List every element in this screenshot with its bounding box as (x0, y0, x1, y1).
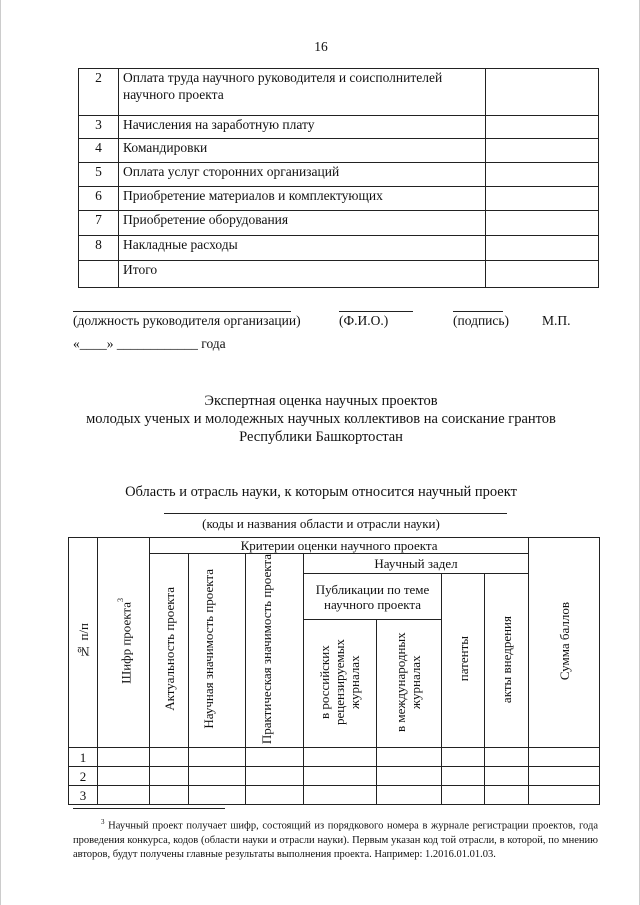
score-cell (150, 748, 189, 767)
row-item: Оплата услуг сторонних организаций (119, 163, 486, 187)
title-line-1: Экспертная оценка научных проектов (204, 393, 438, 409)
row-item: Итого (119, 261, 486, 288)
budget-row (79, 163, 599, 187)
score-cell (189, 767, 246, 786)
row-item: Накладные расходы (119, 236, 486, 261)
row-amount (486, 139, 599, 163)
score-cell (304, 748, 377, 767)
date-line: «____» ____________ года (73, 336, 226, 351)
backlog-header: Научный задел (304, 554, 529, 574)
col-acts-header: акты внедрения (499, 615, 515, 703)
score-cell (304, 786, 377, 805)
title-line-2: молодых ученых и молодежных научных коллективов на соискание грантов (86, 411, 556, 427)
score-cell (246, 748, 304, 767)
title-line-3: Республики Башкортостан (239, 429, 403, 445)
score-cell (485, 767, 529, 786)
row-item: Приобретение оборудования (119, 211, 486, 236)
row-number (79, 261, 119, 288)
criteria-header: Критерии оценки научного проекта (150, 538, 529, 554)
score-cell (150, 767, 189, 786)
field-caption: (коды и названия области и отрасли науки) (202, 516, 440, 531)
name-caption: (Ф.И.О.) (339, 313, 389, 328)
row-item: Приобретение материалов и комплектующих (119, 187, 486, 211)
footnote: $^3$ Научный проект получает шифр, состоящий из порядкового номера в журнале регистрации проектов, года проведения конкурса, кодов (области науки и отрасли науки). Первым указан код той отрасли, в которой, по мнению авторов, будут получены главные результаты выполнения проекта. Например: 1.2016.01.01.03. (73, 818, 598, 860)
position-caption: (должность руководителя организации) (73, 313, 301, 328)
score-cell (246, 767, 304, 786)
col-total-header: Сумма баллов (556, 601, 572, 681)
row-amount (486, 261, 599, 288)
col-num-header: № п/п (75, 623, 91, 659)
budget-table (78, 68, 599, 288)
row-amount (486, 187, 599, 211)
budget-row (79, 211, 599, 236)
score-cell (150, 786, 189, 805)
col-code-header: Шифр проекта$^3$ (116, 598, 134, 684)
col-relevance-header: Актуальность проекта (161, 587, 177, 711)
row-item: Начисления на заработную плату (119, 116, 486, 139)
budget-row (79, 187, 599, 211)
col-international-header: в международных журналах (393, 632, 423, 732)
score-cell (442, 748, 485, 767)
col-practical-header: Практическая значимость проекта (258, 554, 274, 745)
row-amount (486, 211, 599, 236)
score-cell (529, 786, 600, 805)
row-item: Оплата труда научного руководителя и соисполнителей научного проекта (119, 69, 486, 116)
field-label: Область и отрасль науки, к которым относится научный проект (125, 484, 517, 500)
evaluation-row (69, 786, 600, 805)
score-cell (377, 786, 442, 805)
evaluation-row (69, 767, 600, 786)
col-patents-header: патенты (455, 636, 471, 682)
row-number: 4 (79, 139, 119, 163)
stamp-caption: М.П. (542, 313, 571, 328)
score-cell (377, 767, 442, 786)
score-cell (485, 748, 529, 767)
score-cell (442, 786, 485, 805)
row-number: 2 (79, 69, 119, 116)
score-cell (304, 767, 377, 786)
score-cell (98, 748, 150, 767)
budget-row (79, 139, 599, 163)
score-cell (485, 786, 529, 805)
score-cell (189, 786, 246, 805)
row-amount (486, 116, 599, 139)
row-number: 3 (69, 786, 98, 805)
budget-row (79, 69, 599, 116)
budget-row (79, 236, 599, 261)
evaluation-table (68, 537, 600, 805)
row-number: 1 (69, 748, 98, 767)
row-number: 2 (69, 767, 98, 786)
col-scientific-header: Научная значимость проекта (201, 569, 216, 729)
row-number: 3 (79, 116, 119, 139)
score-cell (442, 767, 485, 786)
score-cell (529, 767, 600, 786)
score-cell (377, 748, 442, 767)
signature-caption: (подпись) (453, 313, 510, 328)
row-number: 7 (79, 211, 119, 236)
col-russian-header: в российских рецензируемых журналах (317, 639, 362, 726)
page-number: 16 (314, 39, 328, 54)
row-number: 6 (79, 187, 119, 211)
row-item: Командировки (119, 139, 486, 163)
budget-row (79, 261, 599, 288)
row-amount (486, 236, 599, 261)
row-amount (486, 69, 599, 116)
score-cell (98, 767, 150, 786)
score-cell (246, 786, 304, 805)
score-cell (529, 748, 600, 767)
score-cell (189, 748, 246, 767)
evaluation-row (69, 748, 600, 767)
row-number: 5 (79, 163, 119, 187)
row-amount (486, 163, 599, 187)
publications-header: Публикации по теме научного проекта (304, 574, 442, 620)
row-number: 8 (79, 236, 119, 261)
budget-row (79, 116, 599, 139)
score-cell (98, 786, 150, 805)
